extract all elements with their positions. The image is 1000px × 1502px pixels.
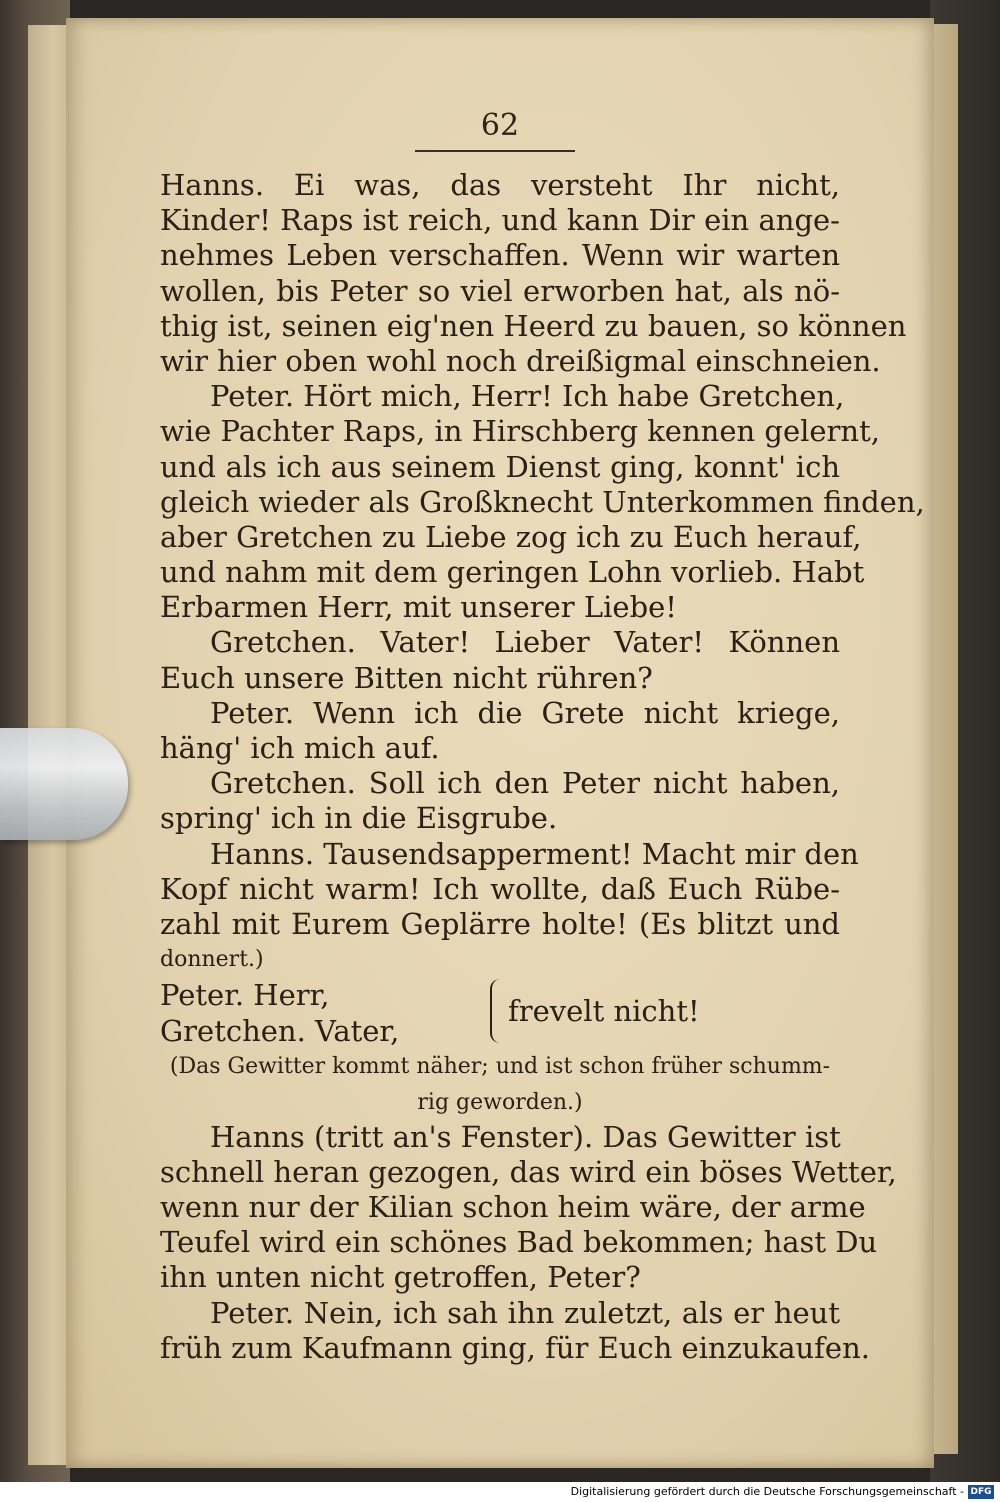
text-line: wollen, bis Peter so viel erworben hat, als nö- [160,273,840,308]
digitization-footer [0,1482,1000,1502]
text-line: wir hier oben wohl noch dreißigmal einschneien. [160,343,881,378]
text-line: früh zum Kaufmann ging, für Euch einzukaufen. [160,1330,870,1365]
text-line: nehmes Leben verschaffen. Wenn wir warten [160,238,840,273]
text-line: und als ich aus seinem Dienst ging, konnt' ich [160,449,840,484]
dual-speaker-names [160,977,399,1049]
stage-direction-line: (Das Gewitter kommt näher; und ist schon früher schumm- [169,1054,831,1080]
shared-line: frevelt nicht! [508,994,700,1029]
digitization-credit: Digitalisierung gefördert durch die Deutsche Forschungsgemeinschaft - [570,1485,964,1498]
text-line: Hanns (tritt an's Fenster). Das Gewitter ist [210,1119,841,1154]
text-line: Gretchen. Vater! Lieber Vater! Können [210,625,840,660]
page-holder-clip [0,728,128,840]
text-line: zahl mit Eurem Geplärre holte! (Es blitzt und [160,906,840,941]
brace-mark [490,979,504,1043]
text-line: Peter. Nein, ich sah ihn zuletzt, als er heut [210,1295,840,1330]
text-line: Teufel wird ein schönes Bad bekommen; hast Du [160,1225,878,1260]
text-line: und nahm mit dem geringen Lohn vorlieb. Habt [160,555,865,590]
text-line: Euch unsere Bitten nicht rühren? [160,660,653,695]
text-line: Peter. Wenn ich die Grete nicht kriege, [210,695,840,730]
text-line: gleich wieder als Großknecht Unterkommen finden, [160,484,925,519]
text-line: wenn nur der Kilian schon heim wäre, der arme [160,1190,866,1225]
text-line: Hanns. Tausendsapperment! Macht mir den [210,836,859,871]
text-line: Kinder! Raps ist reich, und kann Dir ein ange- [160,203,840,238]
text-line: ihn unten nicht getroffen, Peter? [160,1260,641,1295]
speaker-gretchen: Gretchen. Vater, [160,1014,400,1049]
stage-direction-line: rig geworden.) [417,1089,583,1115]
text-line: thig ist, seinen eig'nen Heerd zu bauen, so können [160,308,907,343]
text-line: Hanns. Ei was, das versteht Ihr nicht, [160,168,840,202]
stage-direction-line: donnert.) [160,947,264,973]
text-line: wie Pachter Raps, in Hirschberg kennen gelernt, [160,414,880,449]
text-line: schnell heran gezogen, das wird ein böses Wetter, [160,1154,897,1189]
page-number: 62 [480,108,520,143]
speaker-peter: Peter. Herr, [160,978,330,1013]
dfg-logo: DFG [968,1485,994,1499]
text-line: Peter. Hört mich, Herr! Ich habe Gretchen, [210,379,845,414]
dual-speaker-block [160,977,840,1049]
text-line: Erbarmen Herr, mit unserer Liebe! [160,590,677,625]
text-line: Gretchen. Soll ich den Peter nicht haben, [210,766,840,801]
text-line: häng' ich mich auf. [160,731,440,765]
text-line: spring' ich in die Eisgrube. [160,801,558,836]
page-number-rule [415,150,575,152]
page-text [160,168,925,1366]
text-line: Kopf nicht warm! Ich wollte, daß Euch Rübe- [160,871,840,906]
text-line: aber Gretchen zu Liebe zog ich zu Euch herauf, [160,519,862,554]
